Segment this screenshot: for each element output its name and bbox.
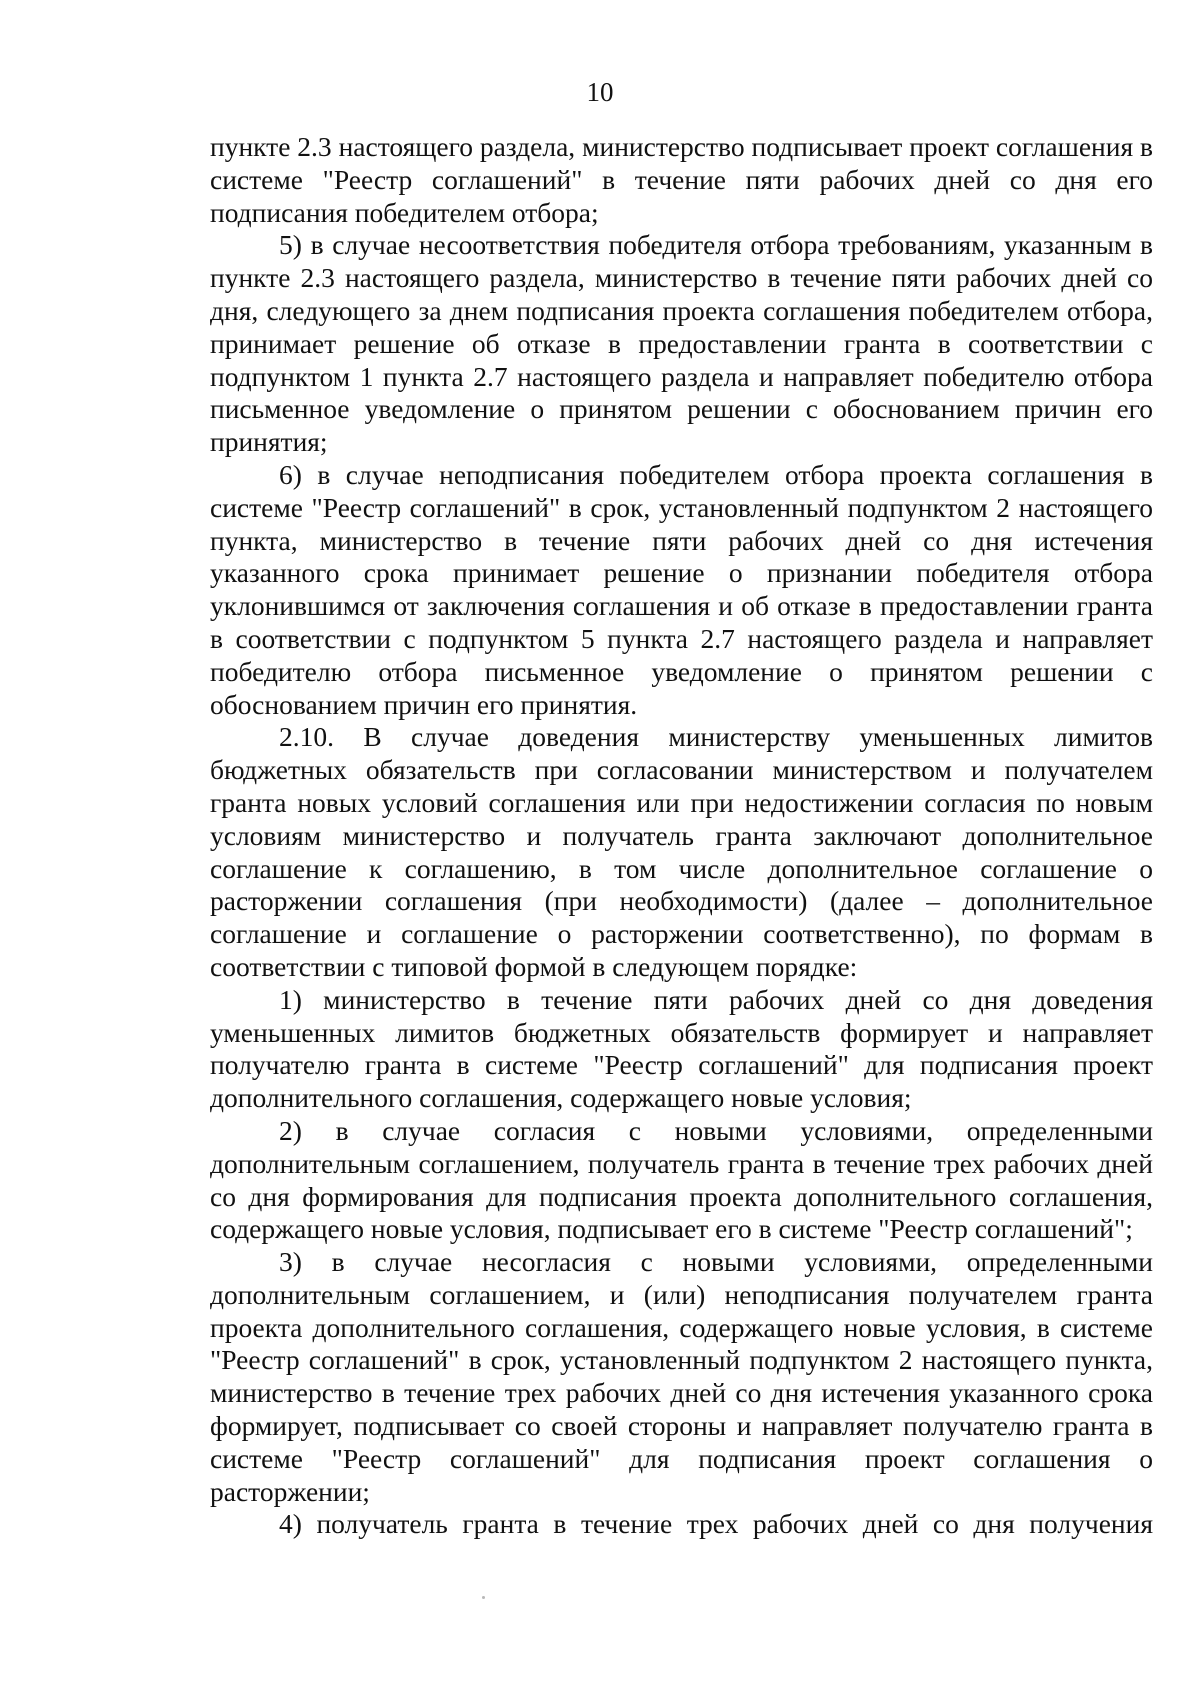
paragraph-subitem-3: 3) в случае несогласия с новыми условиями, определенными дополнительным соглашением, и (или) неподписания получателем гранта проекта дополнительного соглашения, содержащего новые условия, в системе "Реестр соглашений" в срок, установленный подпунктом 2 настоящего пункта, министерство в течение трех рабочих дней со дня истечения указанного срока формирует, подписывает со своей стороны и направляет получателю гранта в системе "Реестр соглашений" для подписания проект соглашения о расторжении; <box>210 1246 1153 1507</box>
paragraph-subitem-1: 1) министерство в течение пяти рабочих дней со дня доведения уменьшенных лимитов бюджетных обязательств формирует и направляет получателю гранта в системе "Реестр соглашений" для подписания проект дополнительного соглашения, содержащего новые условия; <box>210 983 1153 1114</box>
paragraph-item-6: 6) в случае неподписания победителем отбора проекта соглашения в системе "Реестр соглашений" в срок, установленный подпунктом 2 настоящего пункта, министерство в течение пяти рабочих дней со дня истечения указанного срока принимает решение о признании победителя отбора уклонившимся от заключения соглашения и об отказе в предоставлении гранта в соответствии с подпунктом 5 пункта 2.7 настоящего раздела и направляет победителю отбора письменное уведомление о принятом решении с обоснованием причин его принятия. <box>210 458 1153 720</box>
paragraph-section-2-10: 2.10. В случае доведения министерству уменьшенных лимитов бюджетных обязательств при согласовании министерством и получателем гранта новых условий соглашения или при недостижении согласия по новым условиям министерство и получатель гранта заключают дополнительное соглашение к соглашению, в том числе дополнительное соглашение о расторжении соглашения (при необходимости) (далее – дополнительное соглашение и соглашение о расторжении соответственно), по формам в соответствии с типовой формой в следующем порядке: <box>210 721 1153 982</box>
page-number: 10 <box>586 77 614 107</box>
paragraph-subitem-4: 4) получатель гранта в течение трех рабочих дней со дня получения <box>279 1508 1153 1540</box>
scan-artifact-dot <box>482 1596 485 1599</box>
document-body <box>210 131 1153 1541</box>
paragraph-subitem-2: 2) в случае согласия с новыми условиями, определенными дополнительным соглашением, получатель гранта в течение трех рабочих дней со дня формирования для подписания проекта дополнительного соглашения, содержащего новые условия, подписывает его в системе "Реестр соглашений"; <box>210 1114 1153 1245</box>
paragraph-item-5: 5) в случае несоответствия победителя отбора требованиям, указанным в пункте 2.3 настоящего раздела, министерство в течение пяти рабочих дней со дня, следующего за днем подписания проекта соглашения победителем отбора, принимает решение об отказе в предоставлении гранта в соответствии с подпунктом 1 пункта 2.7 настоящего раздела и направляет победителю отбора письменное уведомление о принятом решении с обоснованием причин его принятия; <box>210 229 1153 458</box>
paragraph-continuation: пункте 2.3 настоящего раздела, министерство подписывает проект соглашения в системе "Реестр соглашений" в течение пяти рабочих дней со дня его подписания победителем отбора; <box>210 131 1153 228</box>
